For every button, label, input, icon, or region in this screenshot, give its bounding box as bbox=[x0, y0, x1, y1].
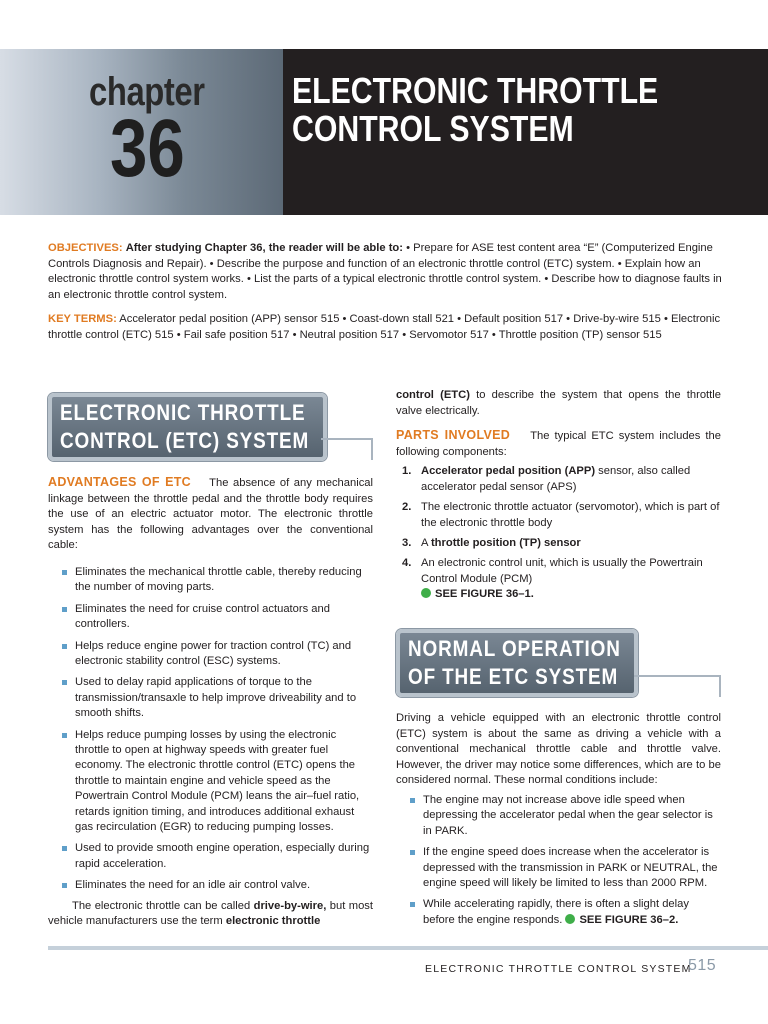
page-number: 515 bbox=[688, 957, 717, 974]
running-title: ELECTRONIC THROTTLE CONTROL SYSTEM bbox=[425, 963, 692, 975]
parts-list bbox=[396, 464, 721, 602]
right-column bbox=[396, 388, 721, 608]
objectives-label: OBJECTIVES: bbox=[48, 242, 123, 254]
section-heading-line1: NORMAL OPERATION bbox=[408, 636, 621, 661]
section-heading-line2: CONTROL (ETC) SYSTEM bbox=[60, 428, 310, 453]
item-term: throttle position (TP) sensor bbox=[430, 537, 581, 549]
heading-connector bbox=[321, 438, 373, 460]
list-item bbox=[410, 897, 721, 928]
list-item: The engine may not increase above idle speed when depressing the accelerator pedal when the gear selector is in PARK. bbox=[410, 793, 721, 839]
normal-operation-intro: Driving a vehicle equipped with an electronic throttle control (ETC) system is about the same as driving a vehicle with a conventional mechanical throttle cable and throttle valve. However, the driver may notice some differences, which are to be considered normal. These normal conditions include: bbox=[396, 712, 721, 787]
key-terms-text: Accelerator pedal position (APP) sensor 515 • Coast-down stall 521 • Default position 517 • Drive-by-wire 515 • Electronic throttle control (ETC) 515 • Fail safe position 517 • Neutral position 517 • Servomotor 517 • Throttle position (TP) sensor 515 bbox=[48, 313, 721, 341]
chapter-number: 36 bbox=[110, 103, 185, 194]
list-item bbox=[396, 464, 721, 495]
objectives-lead: After studying Chapter 36, the reader will be able to: bbox=[125, 242, 403, 254]
advantages-list bbox=[48, 565, 373, 894]
term-electronic-throttle: electronic throttle bbox=[225, 915, 321, 928]
parts-paragraph bbox=[396, 428, 721, 460]
paragraph-text: The electronic throttle can be called bbox=[72, 899, 254, 912]
section-heading-normal-operation bbox=[396, 629, 638, 697]
list-item: Eliminates the mechanical throttle cable, thereby reducing the number of moving parts. bbox=[62, 565, 373, 596]
footer-rule bbox=[48, 946, 768, 950]
parts-heading: PARTS INVOLVED bbox=[396, 428, 511, 443]
chapter-title bbox=[292, 72, 678, 148]
chapter-label: chapter bbox=[89, 70, 205, 114]
advantages-heading: ADVANTAGES OF ETC bbox=[48, 475, 192, 489]
item-text: A bbox=[421, 537, 431, 549]
continued-paragraph bbox=[396, 388, 721, 419]
list-item: Eliminates the need for cruise control actuators and controllers. bbox=[62, 602, 373, 633]
list-item: Helps reduce pumping losses by using the electronic throttle to open at highway speeds with greater fuel economy. The electronic throttle control (ETC) opens the throttle to maintain engine and vehicle speed as the Powertrain Control Module (PCM) leans the air–fuel ratio, retards ignition timing, and introduces additional exhaust gas recirculation (EGR) to reducing pumping losses. bbox=[62, 728, 373, 836]
list-item: Used to delay rapid applications of torque to the transmission/transaxle to help improve driveability and to smooth shifts. bbox=[62, 675, 373, 721]
chapter-title-line1: ELECTRONIC THROTTLE bbox=[292, 70, 659, 111]
list-item: Helps reduce engine power for traction control (TC) and electronic stability control (ESC) systems. bbox=[62, 639, 373, 670]
item-text: An electronic control unit, which is usually the Powertrain Control Module (PCM) bbox=[421, 557, 703, 585]
term-etc: control (ETC) bbox=[396, 389, 470, 401]
item-number: 3. bbox=[402, 537, 412, 549]
key-terms-label: KEY TERMS: bbox=[48, 313, 117, 325]
parts-intro: The typical ETC system includes the following components: bbox=[396, 430, 721, 458]
paragraph-text: to describe the system that opens the throttle valve electrically. bbox=[396, 389, 721, 417]
objectives-text: • Prepare for ASE test content area “E” (Computerized Engine Controls Diagnosis and Repair). • Describe the purpose and function of an electronic throttle control (ETC) system. • Explain how an electronic throttle control system works. • List the parts of a typical electronic throttle control system. • Describe how to diagnose faults in an electronic throttle control system. bbox=[48, 242, 722, 301]
list-item bbox=[396, 500, 721, 531]
list-item: Eliminates the need for an idle air control valve. bbox=[62, 878, 373, 893]
list-item: If the engine speed does increase when the accelerator is depressed with the transmission in PARK or NEUTRAL, the engine speed will likely be limited to less than 2000 RPM. bbox=[410, 845, 721, 891]
advantages-intro: The absence of any mechanical linkage between the throttle pedal and the throttle body requires the use of an electric actuator motor. The electronic throttle system has the following advantages over the conventional cable: bbox=[48, 477, 373, 552]
item-number: 4. bbox=[402, 557, 412, 570]
list-item bbox=[396, 556, 721, 602]
objectives bbox=[48, 241, 723, 303]
item-number: 2. bbox=[402, 501, 412, 514]
term-drive-by-wire: drive-by-wire, bbox=[253, 899, 327, 912]
section-heading-line1: ELECTRONIC THROTTLE bbox=[60, 400, 306, 425]
list-item bbox=[396, 536, 721, 551]
key-terms bbox=[48, 312, 723, 343]
heading-connector bbox=[634, 675, 721, 697]
item-text: The electronic throttle actuator (servomotor), which is part of the electronic throttle body bbox=[421, 501, 720, 529]
normal-conditions-list bbox=[396, 793, 721, 928]
section-heading-etc-system bbox=[48, 393, 327, 461]
list-item: Used to provide smooth engine operation, especially during rapid acceleration. bbox=[62, 841, 373, 872]
figure-reference[interactable]: SEE FIGURE 36–2. bbox=[579, 913, 679, 926]
figure-bullet-icon bbox=[565, 914, 575, 924]
chapter-title-line2: CONTROL SYSTEM bbox=[292, 108, 574, 150]
item-number: 1. bbox=[402, 465, 412, 478]
item-text: While accelerating rapidly, there is often a slight delay before the engine responds. bbox=[423, 898, 689, 926]
figure-bullet-icon bbox=[421, 588, 431, 598]
section-heading-line2: OF THE ETC SYSTEM bbox=[408, 664, 619, 689]
item-term: Accelerator pedal position (APP) bbox=[421, 465, 596, 478]
paragraph-text: but most vehicle manufacturers use the term bbox=[48, 899, 373, 928]
item-text: sensor, also called accelerator pedal sensor (APS) bbox=[421, 465, 691, 493]
normal-operation-text bbox=[396, 711, 721, 934]
figure-reference[interactable]: SEE FIGURE 36–1. bbox=[435, 588, 534, 601]
drive-by-wire-paragraph bbox=[48, 899, 373, 930]
left-column bbox=[48, 475, 373, 930]
